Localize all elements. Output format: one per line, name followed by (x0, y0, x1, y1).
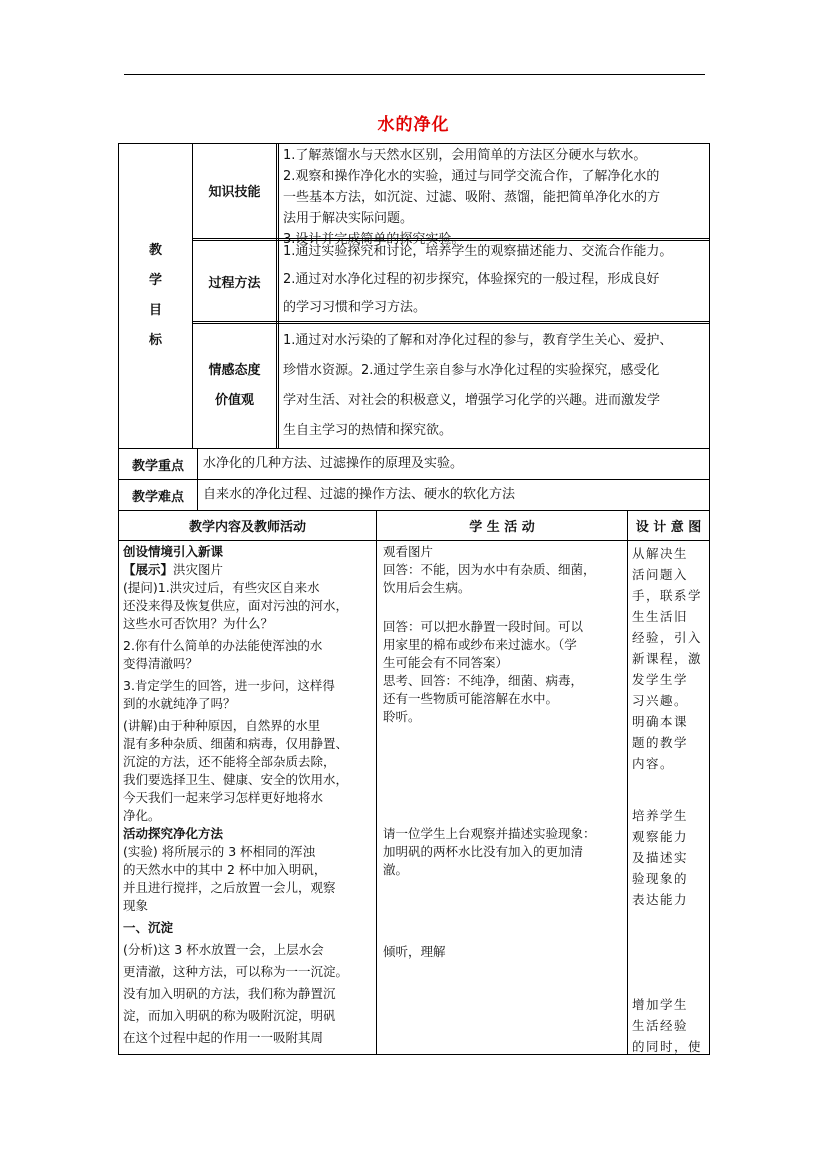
student-block-4: 倾听，理解 (383, 944, 446, 959)
difficulty-label: 教学难点 (131, 489, 184, 505)
difficulty-text: 自来水的净化过程、过滤的操作方法、硬水的软化方法 (203, 487, 516, 502)
key-label-divider (197, 448, 198, 510)
row-divider (118, 479, 710, 480)
design-block-1: 从解决生 活问题入 手，联系学 生生活旧 经验，引入 新课程，激 发学生学 习兴趣。 (632, 546, 703, 708)
design-block-3: 培养学生 观察能力 及描述实 验现象的 表达能力 (632, 808, 689, 907)
section-title: 活动探究净化方法 (123, 826, 224, 841)
section-title: 创设情境引入新课 (123, 544, 224, 559)
emotion-text: 1.通过对水污染的了解和对净化过程的参与，教育学生关心、爱护、 珍惜水资源。2.通过学生亲自参与水净化过程的实验探究，感受化 学对生活、对社会的积极意义，增强学习化学的兴趣。进而激发学 生自主学习的热情和探究欲。 (283, 333, 673, 438)
row-divider (118, 540, 710, 541)
key-point-label: 教学重点 (131, 458, 184, 474)
student-column-header: 学 生 活 动 (469, 520, 535, 535)
row-divider (118, 448, 710, 449)
objectives-label-divider (276, 143, 279, 448)
column-divider (376, 510, 377, 1054)
table-right-border (709, 143, 710, 1054)
design-block-2: 明确本课 题的教学 内容。 (632, 714, 689, 771)
column-divider (627, 510, 628, 1054)
page-title: 水的净化 (377, 115, 450, 135)
student-block-3: 请一位学生上台观察并描述实验现象： 加明矾的两杯水比没有加入的更加清 澈。 (383, 826, 596, 877)
objectives-group-label: 教 学 目 标 (148, 243, 162, 348)
teacher-column-header: 教学内容及教师活动 (188, 520, 306, 535)
student-block-1: 观看图片 回答：不能，因为水中有杂质、细菌， 饮用后会生病。 (383, 544, 596, 595)
table-bottom-border (118, 1054, 710, 1055)
header-rule (124, 74, 705, 75)
design-block-4: 增加学生 生活经验 的同时，使 (632, 997, 703, 1054)
section-title: 一、沉淀 (123, 920, 174, 935)
knowledge-text: 1.了解蒸馏水与天然水区别，会用简单的方法区分硬水与软水。 2.观察和操作净化水的实验，通过与同学交流合作，了解净化水的 一些基本方法，如沉淀、过滤、吸附、蒸馏，能把简单净化水的方 法用于解决实际问题。 3.设计并完成简单的探究实验。 (283, 148, 661, 247)
student-block-2: 回答：可以把水静置一段时间。可以 用家里的棉布或纱布来过滤水。（学 生可能会有不同答案） 思考、回答：不纯净，细菌、病毒， 还有一些物质可能溶解在水中。 聆听。 (383, 619, 584, 724)
key-point-text: 水净化的几种方法、过滤操作的原理及实验。 (203, 456, 464, 471)
design-column-header: 设 计 意 图 (635, 520, 702, 535)
knowledge-label: 知识技能 (208, 185, 261, 200)
emotion-label: 情感态度 价值观 (208, 363, 261, 408)
process-text: 1.通过实验探究和讨论，培养学生的观察描述能力、交流合作能力。 2.通过对水净化过程的初步探究，体验探究的一般过程，形成良好 的学习习惯和学习方法。 (283, 244, 673, 315)
process-label: 过程方法 (208, 275, 261, 291)
teacher-content: 创设情境引入新课 【展示】洪灾图片 (提问)1.洪灾过后，有些灾区自来水 还没来得及恢复供应，面对污浊的河水， 这些水可否饮用？为什么？ 2.你有什么简单的办法能使浑浊的水 变得清澈吗？ 3.肯定学生的回答，进一步问，这样得 到的水就纯净了吗？ (讲解)由于种种原因，自然界的水里 混有多种杂质、细菌和病毒，仅用静置、 沉淀的方法，还不能将全部杂质去除， 我们要选择卫生、健康、安全的饮用水， 今天我们一起来学习怎样更好地将水 净化。 活动探究净化方法 (实验) 将所展示的 3 杯相同的浑浊 的天然水中的其中 2 杯中加入明矾， 并且进行搅拌，之后放置一会儿，观察 现象 一、沉淀 (分析)这 3 杯水放置一会，上层水会 更清澈，这种方法，可以称为一一沉淀。 没有加入明矾的方法，我们称为静置沉 淀，而加入明矾的称为吸附沉淀，明矾 在这个过程中起的作用一一吸附其周 (123, 543, 375, 1049)
